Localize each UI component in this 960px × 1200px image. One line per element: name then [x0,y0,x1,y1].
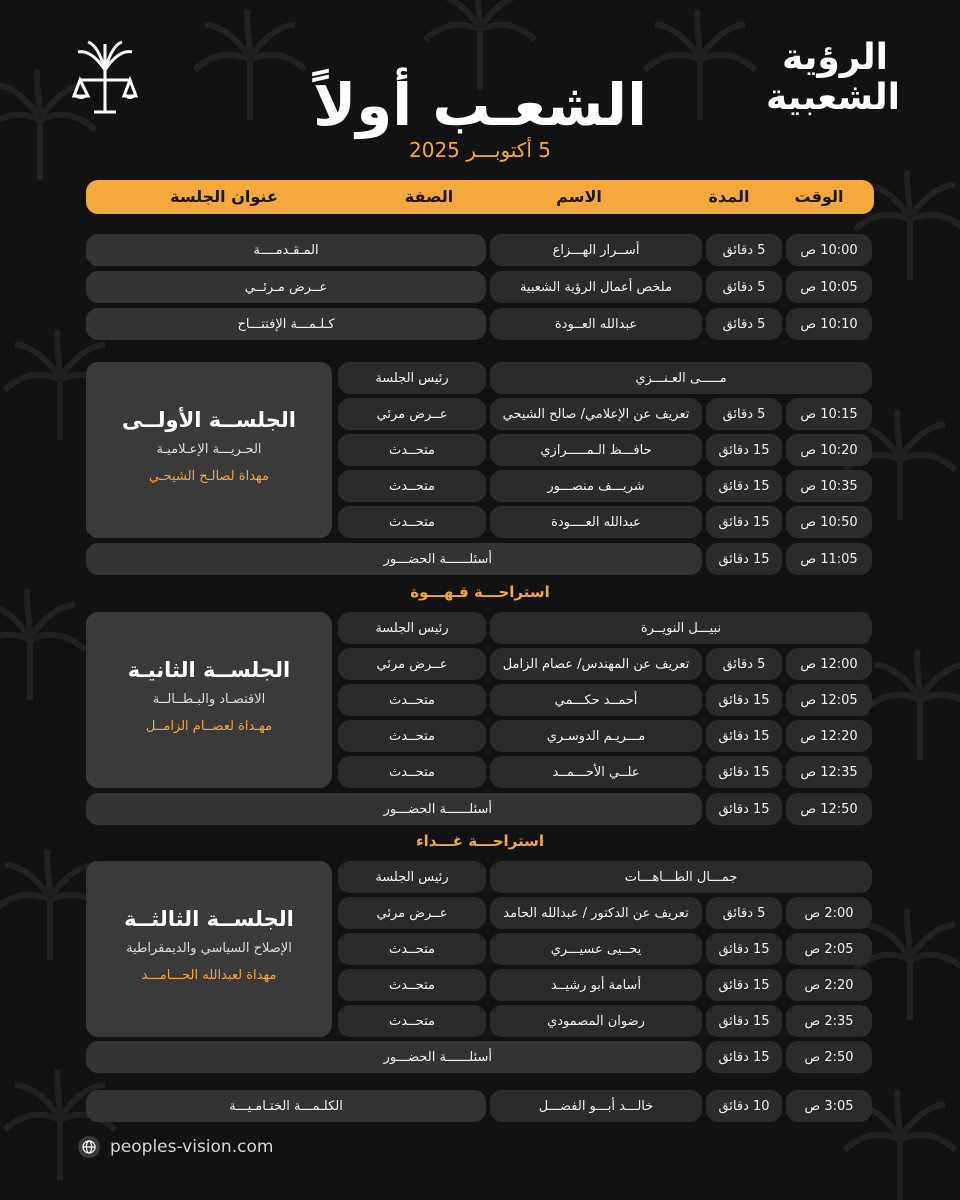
session-3-panel [86,861,332,1037]
role-cell: عــرض مرئي [338,897,486,929]
name-cell: رضوان المصمودي [490,1005,702,1037]
time-cell: 11:05 ص [786,543,872,575]
lunch-break-label: استراحـــة غـــداء [415,832,545,850]
time-cell: 10:20 ص [786,434,872,466]
name-cell: تعريف عن الدكتور / عبدالله الحامد [490,897,702,929]
time-cell: 2:20 ص [786,969,872,1001]
duration-cell: 5 دقائق [706,308,782,340]
time-cell: 10:00 ص [786,234,872,266]
duration-cell: 15 دقائق [706,1005,782,1037]
duration-cell: 15 دقائق [706,1041,782,1073]
duration-cell: 15 دقائق [706,684,782,716]
name-cell: شريـــف منصـــور [490,470,702,502]
time-cell: 12:20 ص [786,720,872,752]
name-cell: مـــريـم الدوسـري [490,720,702,752]
name-cell: ملخص أعمال الرؤية الشعبية [490,271,702,303]
time-cell: 12:50 ص [786,793,872,825]
chair-role-cell: رئيس الجلسة [338,861,486,893]
duration-cell: 15 دقائق [706,470,782,502]
coffee-break-label: استراحـــة قـهـــوة [410,583,550,601]
duration-cell: 15 دقائق [706,720,782,752]
name-cell: تعريف عن المهندس/ عصام الزامل [490,648,702,680]
chair-name-cell: مـــــى العـنـــزي [490,362,872,394]
chair-role-cell: رئيس الجلسة [338,362,486,394]
page-title: الشعـب أولاً [313,71,647,139]
chair-role-cell: رئيس الجلسة [338,612,486,644]
name-cell: حافـــظ الـمـــــرازي [490,434,702,466]
session-dedication: مهداة لعبدالله الحـــامـــد [141,968,277,983]
time-cell: 12:05 ص [786,684,872,716]
session-subtitle: الحـريـــة الإعـلاميـة [156,442,262,457]
event-date: 5 أكتوبـــر 2025 [409,138,551,162]
header-session-title: عنوان الجلسة [170,187,278,206]
session-dedication: مهـداة لعصــام الزامــل [145,719,273,734]
duration-cell: 15 دقائق [706,793,782,825]
role-cell: متحــدث [338,434,486,466]
role-cell: متحــدث [338,506,486,538]
title-cell: كـلـمـــة الإفتتـــاح [86,308,486,340]
session-1-panel [86,362,332,538]
duration-cell: 15 دقائق [706,756,782,788]
duration-cell: 15 دقائق [706,434,782,466]
time-cell: 3:05 ص [786,1090,872,1122]
duration-cell: 5 دقائق [706,897,782,929]
website-link[interactable]: peoples-vision.com [110,1137,274,1157]
session-subtitle: الإصلاح السياسي والديمقراطية [126,941,292,956]
qa-label-cell: أسئلــــــة الحضـــور [86,543,702,575]
time-cell: 10:50 ص [786,506,872,538]
time-cell: 10:10 ص [786,308,872,340]
role-cell: عــرض مرئي [338,398,486,430]
globe-icon [78,1136,100,1158]
name-cell: علــي الأحـــمــد [490,756,702,788]
role-cell: متحــدث [338,1005,486,1037]
name-cell: أحمــد حكـــمي [490,684,702,716]
header-role: الصفة [404,187,454,206]
time-cell: 2:50 ص [786,1041,872,1073]
name-cell: تعريف عن الإعلامي/ صالح الشيحي [490,398,702,430]
time-cell: 10:35 ص [786,470,872,502]
duration-cell: 10 دقائق [706,1090,782,1122]
role-cell: متحــدث [338,684,486,716]
header-time: الوقت [794,187,844,206]
time-cell: 2:05 ص [786,933,872,965]
role-cell: متحــدث [338,969,486,1001]
role-cell: متحــدث [338,933,486,965]
duration-cell: 15 دقائق [706,933,782,965]
name-cell: أســرار الهـــزاع [490,234,702,266]
name-cell: خالـــد أبـــو الفضـــل [490,1090,702,1122]
footer [78,1134,273,1160]
session-title: الجلســة الأولــى [122,408,296,432]
brand-name-line2: الشعبية [765,77,900,118]
chair-name-cell: نبيـــل النويــرة [490,612,872,644]
duration-cell: 5 دقائق [706,271,782,303]
schedule-header [86,180,874,214]
role-cell: متحــدث [338,756,486,788]
duration-cell: 5 دقائق [706,398,782,430]
title-cell: المـقـدمــــة [86,234,486,266]
name-cell: يحــيى عسيـــري [490,933,702,965]
duration-cell: 5 دقائق [706,234,782,266]
header-name: الاسم [556,187,602,206]
name-cell: عبدالله العــــودة [490,506,702,538]
duration-cell: 15 دقائق [706,506,782,538]
time-cell: 12:35 ص [786,756,872,788]
role-cell: متحــدث [338,720,486,752]
time-cell: 10:05 ص [786,271,872,303]
session-title: الجلســة الثانيـة [127,658,291,682]
duration-cell: 15 دقائق [706,969,782,1001]
session-dedication: مهداة لصالـح الشيحـي [149,469,269,484]
time-cell: 10:15 ص [786,398,872,430]
role-cell: عــرض مرئي [338,648,486,680]
session-title: الجلســة الثالثــة [124,907,294,931]
duration-cell: 5 دقائق [706,648,782,680]
role-cell: متحــدث [338,470,486,502]
qa-label-cell: أسئلــــــة الحضـــور [86,793,702,825]
header-duration: المدة [708,187,750,206]
session-2-panel [86,612,332,788]
time-cell: 2:35 ص [786,1005,872,1037]
name-cell: أسامة أبو رشيــد [490,969,702,1001]
title-cell: عــرض مـرئــي [86,271,486,303]
brand-name-line1: الرؤية [782,37,888,78]
name-cell: عبدالله العــودة [490,308,702,340]
session-subtitle: الاقتصـاد والبـطــالــة [152,692,266,707]
duration-cell: 15 دقائق [706,543,782,575]
time-cell: 12:00 ص [786,648,872,680]
time-cell: 2:00 ص [786,897,872,929]
qa-label-cell: أسئلــــــة الحضـــور [86,1041,702,1073]
chair-name-cell: جمـــال الطـــاهـــات [490,861,872,893]
title-cell: الكلـمـــة الختـامـيـــة [86,1090,486,1122]
